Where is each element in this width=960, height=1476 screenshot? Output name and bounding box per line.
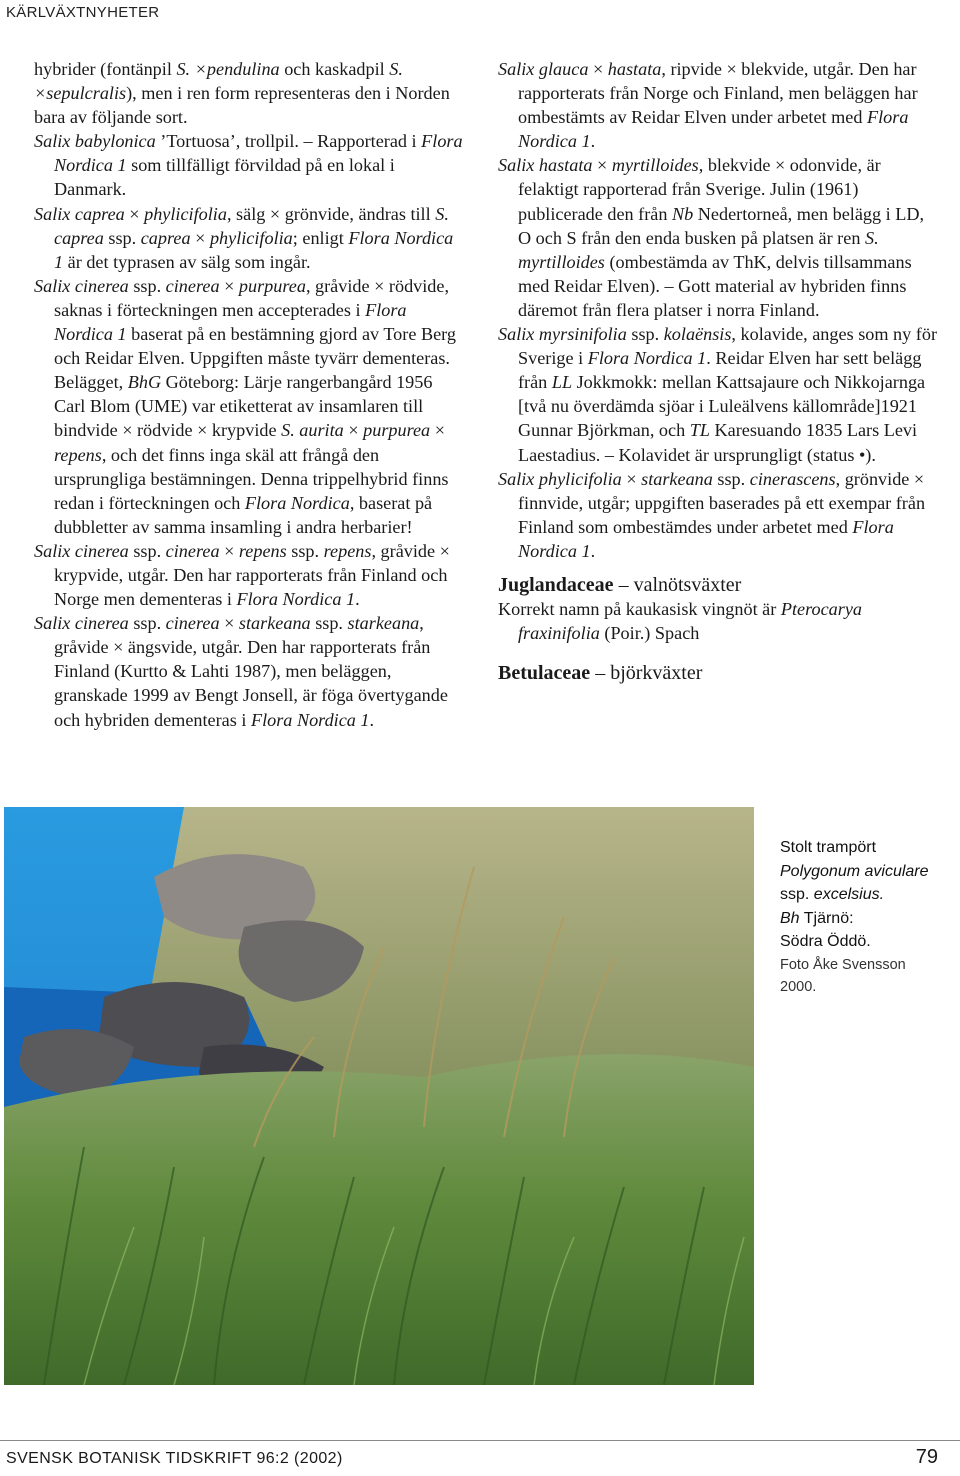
text-run: . — [590, 540, 596, 561]
italic-text: Flora Nordica 1 — [54, 227, 454, 272]
italic-text: S. ×sepulcralis — [34, 59, 403, 104]
text-run: . — [355, 589, 360, 610]
italic-text: S. myrtilloides — [518, 227, 879, 272]
italic-text: Flora Nordica 1 — [54, 131, 463, 176]
species-entry — [498, 153, 938, 322]
italic-text: Pterocarya fraxinifolia — [518, 598, 863, 644]
italic-text: Salix cinerea — [34, 540, 129, 561]
italic-text: phylicifolia — [209, 227, 293, 248]
text-run: Jokkmokk: mellan Kattsajaure och Nikkojarnga [två nu överdämda sjöar i Luleälvens källområde]1921 Gunnar Björkman, och — [518, 372, 926, 441]
text-run: Karesuando 1835 Lars Levi Laestadius. – Kolavidet är ursprungligt (status •). — [518, 420, 918, 465]
italic-text: BhG — [127, 372, 162, 393]
text-run: ), men i ren form representeras den i Norden bara av följande sort. — [34, 83, 450, 128]
caption-credit-1: Foto Åke Svensson — [780, 956, 906, 973]
species-entry — [34, 539, 466, 611]
text-run: × — [219, 275, 239, 296]
italic-text: purpurea — [363, 420, 431, 441]
italic-text: S. aurita — [281, 420, 344, 441]
italic-text: myrtilloides — [611, 155, 699, 176]
italic-text: Salix cinerea — [34, 613, 129, 634]
text-run: ssp. — [128, 540, 166, 561]
text-run: × — [124, 203, 145, 224]
family-swedish-name: valnötsväxter — [633, 573, 742, 596]
right-column-entries — [498, 57, 938, 563]
italic-text: purpurea — [238, 275, 306, 296]
text-run: × — [588, 59, 608, 79]
text-run: (ombestämda av ThK, delvis tillsammans med Reidar Elven). – Gott material av hybriden finns däremot från flera platser i norra Finland. — [518, 251, 912, 320]
caption-credit-2: 2000. — [780, 978, 817, 995]
caption-title: Stolt trampört — [780, 839, 877, 856]
text-run: , kolavide, anges som ny för Sverige i — [518, 324, 937, 369]
species-entry — [34, 57, 466, 129]
text-run: ssp. — [310, 613, 348, 634]
text-run: ssp. — [712, 468, 750, 489]
text-run: , sälg × grönvide, ändras till — [226, 203, 436, 224]
photo-illustration — [4, 807, 754, 1385]
page-number: 79 — [915, 1446, 938, 1468]
text-run: , gråvide × ängsvide, utgår. Den har rapporterats från Finland (Kurtto & Lahti 1987), men beläggen, granskade 1999 av Bengt Jonsell, är föga övertygande och hybriden dementeras i — [54, 613, 448, 730]
text-run: baserat på en bestämning gjord av Tore Berg och Reidar Elven. Uppgiften måste tyvärr dementeras. Belägget, — [54, 324, 456, 393]
italic-text: kolaënsis — [663, 324, 732, 345]
text-run: . — [369, 709, 375, 730]
italic-text: Salix caprea — [34, 203, 125, 224]
italic-text: Salix hastata — [498, 155, 593, 176]
family-name: Betulaceae — [498, 662, 591, 685]
italic-text: Nb — [672, 203, 694, 224]
italic-text: Flora Nordica — [244, 492, 350, 513]
text-run: som tillfälligt förvildad på en lokal i Danmark. — [54, 155, 395, 200]
text-run: Nedertorneå, men belägg i LD, O och S från den enda busken på platsen är ren — [518, 203, 925, 248]
caption-locality-1: Tjärnö: — [799, 909, 854, 927]
caption-locality — [780, 907, 955, 931]
text-run: × — [219, 540, 239, 561]
text-run: × — [190, 227, 210, 248]
photo-polygonum-aviculare — [4, 807, 754, 1385]
italic-text: S. ×pendulina — [176, 59, 280, 79]
text-run: och kaskadpil — [279, 59, 390, 79]
italic-text: cinerea — [165, 613, 220, 634]
italic-text: Flora Nordica 1 — [236, 589, 356, 610]
text-run: × — [343, 420, 364, 441]
italic-text: Flora Nordica 1 — [250, 709, 370, 730]
text-run: ssp. — [626, 324, 664, 345]
italic-text: repens — [238, 540, 287, 561]
text-run: hybrider (fontänpil — [34, 59, 177, 79]
family-heading-juglandaceae — [498, 573, 938, 597]
footer-rule — [0, 1440, 960, 1441]
italic-text: repens — [54, 444, 102, 465]
species-entry — [34, 202, 466, 274]
text-run: × — [621, 468, 642, 489]
species-entry — [498, 467, 938, 563]
juglandaceae-entry — [498, 597, 938, 645]
text-run: , gråvide × rödvide, saknas i förteckningen men accepterades i — [54, 275, 450, 320]
species-entry — [34, 611, 466, 731]
italic-text: cinerascens — [749, 468, 836, 489]
caption-species-name: Polygonum aviculare — [780, 862, 929, 880]
italic-text: Flora Nordica 1 — [518, 516, 894, 561]
italic-text: cinerea — [165, 540, 220, 561]
caption-species — [780, 860, 955, 884]
caption-subspecies: ssp. excelsius. — [780, 886, 885, 903]
caption-subspecies-name: excelsius. — [813, 886, 885, 903]
caption-province: Bh — [780, 909, 800, 927]
text-run: är det typrasen av sälg som ingår. — [63, 251, 311, 272]
species-entry — [498, 322, 938, 467]
italic-text: starkeana — [347, 613, 420, 634]
text-run: , grönvide × finnvide, utgår; uppgiften baserades på ett exempar från Finland som ombestämdes under arbetet med — [518, 468, 926, 537]
italic-text: S. caprea — [54, 203, 449, 248]
italic-text: starkeana — [641, 468, 713, 489]
text-run: ssp. — [128, 613, 166, 634]
text-run: , och det finns inga skäl att frångå den ursprungliga bestämningen. Denna trippelhybrid finns redan i förteckningen och — [54, 444, 449, 513]
italic-text: Flora Nordica 1 — [518, 107, 909, 152]
family-name: Juglandaceae — [498, 573, 614, 596]
italic-text: caprea — [140, 227, 191, 248]
italic-text: Salix myrsinifolia — [498, 324, 627, 345]
family-dash: – — [595, 662, 606, 685]
species-entry — [34, 129, 466, 201]
family-swedish-name: björkväxter — [610, 662, 703, 685]
italic-text: Salix glauca — [498, 59, 589, 79]
text-run: ssp. — [286, 540, 324, 561]
running-head: KÄRLVÄXTNYHETER — [6, 4, 160, 21]
family-dash: – — [618, 573, 629, 596]
italic-text: LL — [551, 372, 573, 393]
italic-text: starkeana — [238, 613, 311, 634]
left-column — [34, 57, 466, 732]
text-run: , gråvide × krypvide, utgår. Den har rapporterats från Finland och Norge men dementeras i — [54, 540, 450, 610]
italic-text: Salix phylicifolia — [498, 468, 622, 489]
text-run: ssp. — [103, 227, 141, 248]
italic-text: cinerea — [165, 275, 220, 296]
italic-text: TL — [689, 420, 710, 441]
family-heading-betulaceae — [498, 661, 938, 685]
text-run: ssp. — [128, 275, 166, 296]
text-run: Göteborg: Lärje rangerbangård 1956 Carl Blom (UME) var etiketterat av insamlaren till bindvide × rödvide × krypvide — [54, 372, 433, 441]
text-run: Korrekt namn på kaukasisk vingnöt är — [498, 598, 781, 619]
italic-text: repens — [323, 540, 372, 561]
text-run: × — [219, 613, 239, 634]
text-run: . Reidar Elven har sett belägg från — [518, 348, 922, 393]
text-run: (Poir.) Spach — [599, 623, 700, 644]
text-run: , baserat på dubbletter av samma insamling i andra herbarier! — [54, 492, 433, 537]
text-run: , blekvide × odonvide, är felaktigt rapporterad från Sverige. Julin (1961) publicerade den från — [518, 155, 881, 224]
footer-journal: SVENSK BOTANISK TIDSKRIFT 96:2 (2002) — [6, 1450, 343, 1467]
photo-caption — [780, 836, 955, 998]
text-run: ’Tortuosa’, trollpil. – Rapporterad i — [155, 131, 422, 152]
species-entry — [498, 57, 938, 153]
text-run: . — [590, 131, 596, 152]
italic-text: hastata — [607, 59, 662, 79]
text-run: × — [430, 420, 445, 441]
italic-text: Salix cinerea — [34, 275, 129, 296]
text-run: ; enligt — [292, 227, 349, 248]
text-run: , ripvide × blekvide, utgår. Den har rapporterats från Norge och Finland, men beläggen har ombestämts av Reidar Elven under arbetet med — [518, 59, 918, 128]
caption-locality-2: Södra Öddö. — [780, 933, 871, 950]
italic-text: Flora Nordica 1 — [587, 348, 707, 369]
italic-text: Flora Nordica 1 — [54, 299, 407, 345]
right-column — [498, 57, 938, 685]
text-run: × — [592, 155, 612, 176]
italic-text: Salix babylonica — [34, 131, 156, 152]
italic-text: phylicifolia — [144, 203, 227, 224]
species-entry — [34, 274, 466, 539]
